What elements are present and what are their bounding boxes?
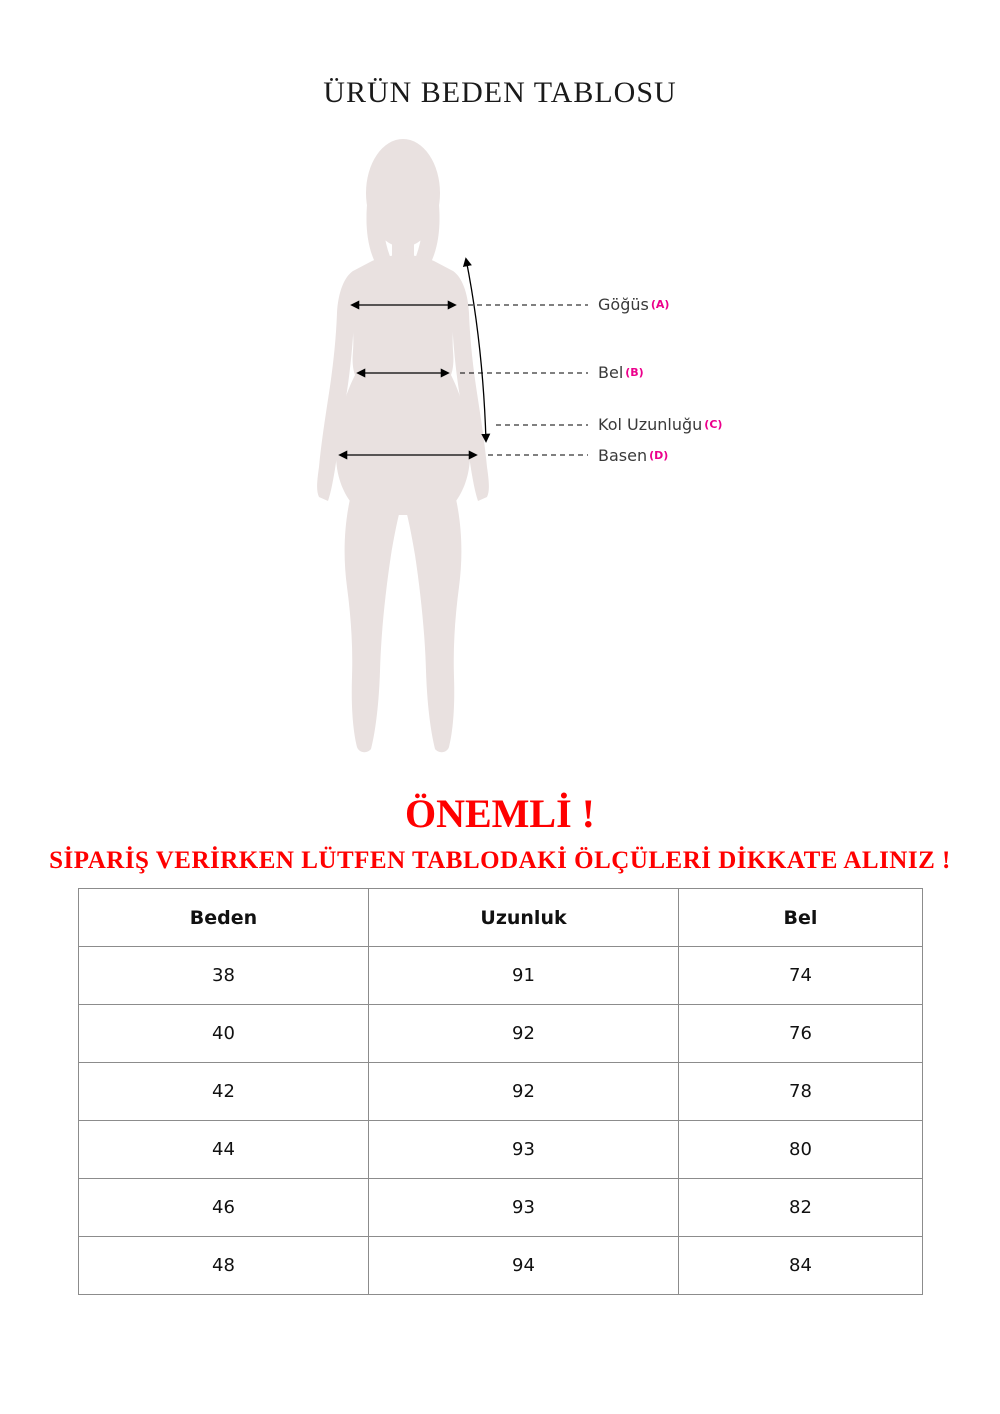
page-title: ÜRÜN BEDEN TABLOSU <box>323 76 677 109</box>
measurement-marker-d: (D) <box>649 449 669 462</box>
cell-uzunluk: 92 <box>369 1063 679 1121</box>
measurement-label-text: Kol Uzunluğu <box>598 415 703 434</box>
table-row <box>79 1063 923 1121</box>
header-beden: Beden <box>79 889 369 947</box>
body-measurement-diagram <box>250 135 750 765</box>
measurement-label-text: Basen <box>598 446 648 465</box>
cell-beden: 46 <box>79 1179 369 1237</box>
warning-text: SİPARİŞ VERİRKEN LÜTFEN TABLODAKİ ÖLÇÜLERİ DİKKATE ALINIZ ! <box>49 847 951 874</box>
table-row <box>79 1179 923 1237</box>
cell-uzunluk: 91 <box>369 947 679 1005</box>
cell-uzunluk: 93 <box>369 1179 679 1237</box>
cell-beden: 40 <box>79 1005 369 1063</box>
size-table <box>78 888 923 1295</box>
measurement-label-arm-length <box>598 415 722 434</box>
cell-beden: 38 <box>79 947 369 1005</box>
cell-uzunluk: 93 <box>369 1121 679 1179</box>
female-body-silhouette <box>317 139 489 752</box>
table-row <box>79 947 923 1005</box>
measurement-marker-c: (C) <box>704 418 723 431</box>
table-row <box>79 1005 923 1063</box>
measurement-label-waist <box>598 363 644 382</box>
cell-bel: 74 <box>679 947 923 1005</box>
cell-bel: 76 <box>679 1005 923 1063</box>
measurement-label-text: Göğüs <box>598 295 649 314</box>
measurement-marker-b: (B) <box>625 366 644 379</box>
measurement-marker-a: (A) <box>650 298 670 311</box>
measurement-label-text: Bel <box>598 363 624 382</box>
cell-beden: 44 <box>79 1121 369 1179</box>
cell-uzunluk: 92 <box>369 1005 679 1063</box>
header-bel: Bel <box>679 889 923 947</box>
table-row <box>79 1237 923 1295</box>
cell-bel: 82 <box>679 1179 923 1237</box>
size-table-container <box>78 888 922 1295</box>
cell-bel: 78 <box>679 1063 923 1121</box>
cell-beden: 48 <box>79 1237 369 1295</box>
measurement-label-chest <box>598 295 669 314</box>
cell-uzunluk: 94 <box>369 1237 679 1295</box>
cell-bel: 80 <box>679 1121 923 1179</box>
cell-beden: 42 <box>79 1063 369 1121</box>
size-table-header-row <box>79 889 923 947</box>
measurement-label-hip <box>598 446 668 465</box>
important-heading: ÖNEMLİ ! <box>405 791 595 836</box>
cell-bel: 84 <box>679 1237 923 1295</box>
table-row <box>79 1121 923 1179</box>
header-uzunluk: Uzunluk <box>369 889 679 947</box>
